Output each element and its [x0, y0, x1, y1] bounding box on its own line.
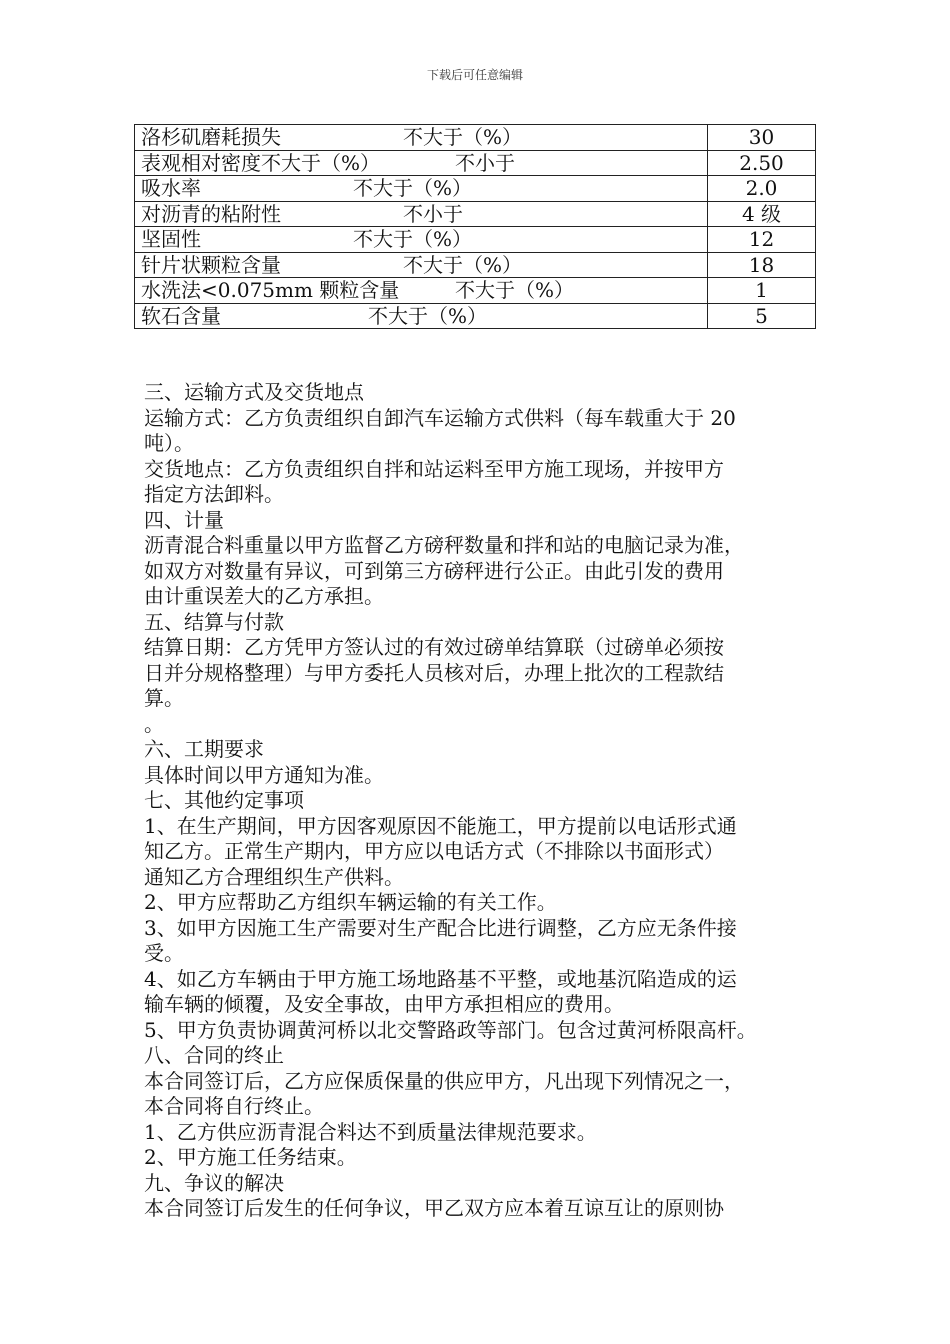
text-line: 具体时间以甲方通知为准。: [144, 762, 384, 787]
text-line: 由计重误差大的乙方承担。: [144, 584, 384, 608]
text-line: 2、甲方施工任务结束。: [144, 1145, 357, 1169]
row-name: 水洗法<0.075mm 颗粒含量: [141, 278, 400, 303]
text-line: 通知乙方合理组织生产供料。: [144, 864, 404, 889]
row-name: 坚固性: [141, 227, 201, 252]
text-line: 吨）。: [144, 431, 194, 455]
contract-body: [144, 380, 824, 1222]
text-line: 。: [144, 711, 164, 736]
row-condition: 不大于（%）: [403, 125, 523, 150]
text-line: 本合同签订后，乙方应保质保量的供应甲方，凡出现下列情况之一，: [144, 1068, 744, 1093]
table-row: [135, 150, 816, 176]
text-line: 3、如甲方因施工生产需要对生产配合比进行调整，乙方应无条件接: [144, 915, 737, 940]
section-heading-termination: 八、合同的终止: [144, 1043, 284, 1067]
text-line: 1、乙方供应沥青混合料达不到质量法律规范要求。: [144, 1119, 597, 1144]
text-line: 2、甲方应帮助乙方组织车辆运输的有关工作。: [144, 890, 557, 914]
row-value: 12: [708, 227, 816, 253]
row-condition: 不大于（%）: [353, 227, 473, 252]
text-line: 5、甲方负责协调黄河桥以北交警路政等部门。包含过黄河桥限高杆。: [144, 1017, 757, 1042]
table-row: [135, 125, 816, 151]
row-condition: 不小于: [455, 150, 515, 175]
text-line: 本合同签订后发生的任何争议，甲乙双方应本着互谅互让的原则协: [144, 1196, 724, 1220]
row-value: 18: [708, 252, 816, 278]
text-line: 交货地点：乙方负责组织自拌和站运料至甲方施工现场，并按甲方: [144, 456, 724, 481]
row-value: 2.0: [708, 176, 816, 202]
row-condition: 不大于（%）: [455, 278, 575, 303]
text-line: 沥青混合料重量以甲方监督乙方磅秤数量和拌和站的电脑记录为准，: [144, 533, 744, 557]
row-value: 1: [708, 278, 816, 304]
page-header-note: 下载后可任意编辑: [426, 68, 523, 82]
text-line: 本合同将自行终止。: [144, 1094, 324, 1118]
row-condition: 不大于（%）: [368, 303, 488, 328]
section-heading-transport: 三、运输方式及交货地点: [144, 380, 364, 404]
section-heading-settlement: 五、结算与付款: [144, 609, 284, 634]
text-line: 输车辆的倾覆，及安全事故，由甲方承担相应的费用。: [144, 992, 624, 1016]
table-row: [135, 227, 816, 253]
row-name: 针片状颗粒含量: [141, 252, 281, 277]
row-name: 吸水率: [141, 176, 201, 201]
table-row: [135, 303, 816, 329]
row-value: 30: [708, 125, 816, 151]
text-line: 运输方式：乙方负责组织自卸汽车运输方式供料（每车载重大于 20: [144, 405, 736, 430]
section-heading-other-terms: 七、其他约定事项: [144, 788, 304, 812]
section-heading-schedule: 六、工期要求: [144, 737, 264, 761]
table-row: [135, 278, 816, 304]
table-row: [135, 201, 816, 227]
row-condition: 不小于: [403, 201, 463, 226]
row-condition: 不大于（%）: [403, 252, 523, 277]
text-line: 日并分规格整理）与甲方委托人员核对后，办理上批次的工程款结: [144, 660, 724, 685]
text-line: 算。: [144, 686, 184, 710]
text-line: 知乙方。正常生产期内，甲方应以电话方式（不排除以书面形式）: [144, 839, 724, 863]
text-line: 结算日期：乙方凭甲方签认过的有效过磅单结算联（过磅单必须按: [144, 635, 724, 659]
row-value: 4 级: [708, 201, 816, 227]
section-heading-disputes: 九、争议的解决: [144, 1170, 284, 1195]
section-heading-measurement: 四、计量: [144, 507, 224, 532]
text-line: 受。: [144, 941, 184, 965]
table-row: [135, 176, 816, 202]
row-condition: 不大于（%）: [353, 176, 473, 201]
text-line: 如双方对数量有异议，可到第三方磅秤进行公正。由此引发的费用: [144, 558, 724, 583]
aggregate-spec-table: [134, 124, 816, 329]
text-line: 4、如乙方车辆由于甲方施工场地路基不平整，或地基沉陷造成的运: [144, 966, 737, 991]
text-line: 1、在生产期间，甲方因客观原因不能施工，甲方提前以电话形式通: [144, 813, 737, 838]
text-line: 指定方法卸料。: [144, 482, 284, 506]
row-name: 表观相对密度不大于（%）: [141, 150, 381, 175]
row-name: 对沥青的粘附性: [141, 201, 281, 226]
row-value: 5: [708, 303, 816, 329]
row-name: 洛杉矶磨耗损失: [141, 125, 281, 150]
table-row: [135, 252, 816, 278]
row-name: 软石含量: [141, 303, 221, 328]
row-value: 2.50: [708, 150, 816, 176]
